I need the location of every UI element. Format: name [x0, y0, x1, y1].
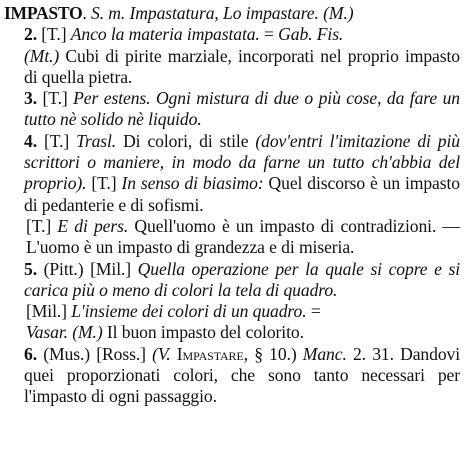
- quote: E di pers.: [57, 215, 129, 236]
- sense-number: 3.: [24, 88, 37, 109]
- sense-number: 2.: [24, 24, 37, 45]
- tag: [Mil.]: [26, 301, 72, 322]
- cross-ref-word: Impastare: [176, 343, 244, 364]
- quote: L'insieme dei colori di un quadro.: [71, 301, 307, 322]
- citation-text: Il buon impasto del colorito.: [102, 322, 304, 343]
- citation-text: Cubi di pirite marziale, incorporati nel proprio impasto di quella pietra.: [24, 45, 460, 87]
- cross-ref-section: , § 10.): [243, 343, 303, 364]
- tag: [T.]: [37, 130, 77, 151]
- text: Di colori, di stile: [116, 130, 256, 151]
- text: (Pitt.) [Mil.]: [37, 258, 138, 279]
- entry-sense-3: [4, 88, 460, 131]
- headword: IMPASTO: [4, 3, 83, 23]
- tag: [T.]: [86, 173, 122, 194]
- entry-sense-4b: [4, 216, 460, 259]
- cross-ref-open: (V.: [152, 343, 177, 364]
- entry-sense-1: [4, 3, 460, 24]
- sense-number: 5.: [24, 258, 37, 279]
- equals: =: [306, 301, 321, 322]
- source-ref: (M.): [67, 322, 103, 343]
- tag: [T.]: [37, 88, 74, 109]
- entry-sense-5b: [4, 301, 460, 344]
- source: Gab. Fis.: [278, 24, 344, 45]
- source-ref: (M.): [318, 3, 354, 23]
- citation-text: Quell'uomo è un impasto di contradizioni. — L'uomo è un impasto di grandezza e di miseria.: [26, 215, 460, 258]
- sense-number: 4.: [24, 130, 37, 151]
- punct: .: [82, 3, 91, 23]
- quote: (dov'entri l'imitazione di più scrittori o maniere, in modo da farne un tutto ch'abbia del proprio).: [24, 130, 460, 194]
- grammar-label: S. m.: [91, 3, 126, 23]
- quote: In senso di biasimo:: [121, 173, 264, 194]
- source-abbr: (Mt.): [24, 45, 60, 66]
- sense-number: 6.: [24, 343, 37, 364]
- equals: =: [259, 24, 279, 45]
- quote: Anco la materia impastata.: [70, 24, 260, 45]
- source: Manc.: [302, 343, 347, 364]
- text: (Mus.) [Ross.]: [37, 343, 153, 364]
- citation-text: 2. 31. Dandovi quei proporzionati colori, che sono tanto necessari per l'impasto di ogni passaggio.: [24, 343, 460, 407]
- tag: [T.]: [26, 215, 58, 236]
- quote: Per estens. Ogni mistura di due o più cose, da fare un tutto nè solido nè liquido.: [24, 88, 460, 130]
- entry-sense-2: [4, 24, 460, 88]
- tag: [T.]: [37, 24, 71, 45]
- citation-text: Quel discorso è un impasto di pedanterie e di sofismi.: [24, 173, 460, 215]
- source: Vasar.: [26, 322, 68, 343]
- definition: Impastatura, Lo impastare.: [125, 3, 319, 23]
- entry-sense-4: [4, 131, 460, 216]
- quote: Quella operazione per la quale si copre e si carica più o meno di colori la tela di quadro.: [24, 258, 460, 300]
- entry-sense-5: [4, 259, 460, 302]
- entry-sense-6: [4, 344, 460, 408]
- label: Trasl.: [76, 130, 117, 151]
